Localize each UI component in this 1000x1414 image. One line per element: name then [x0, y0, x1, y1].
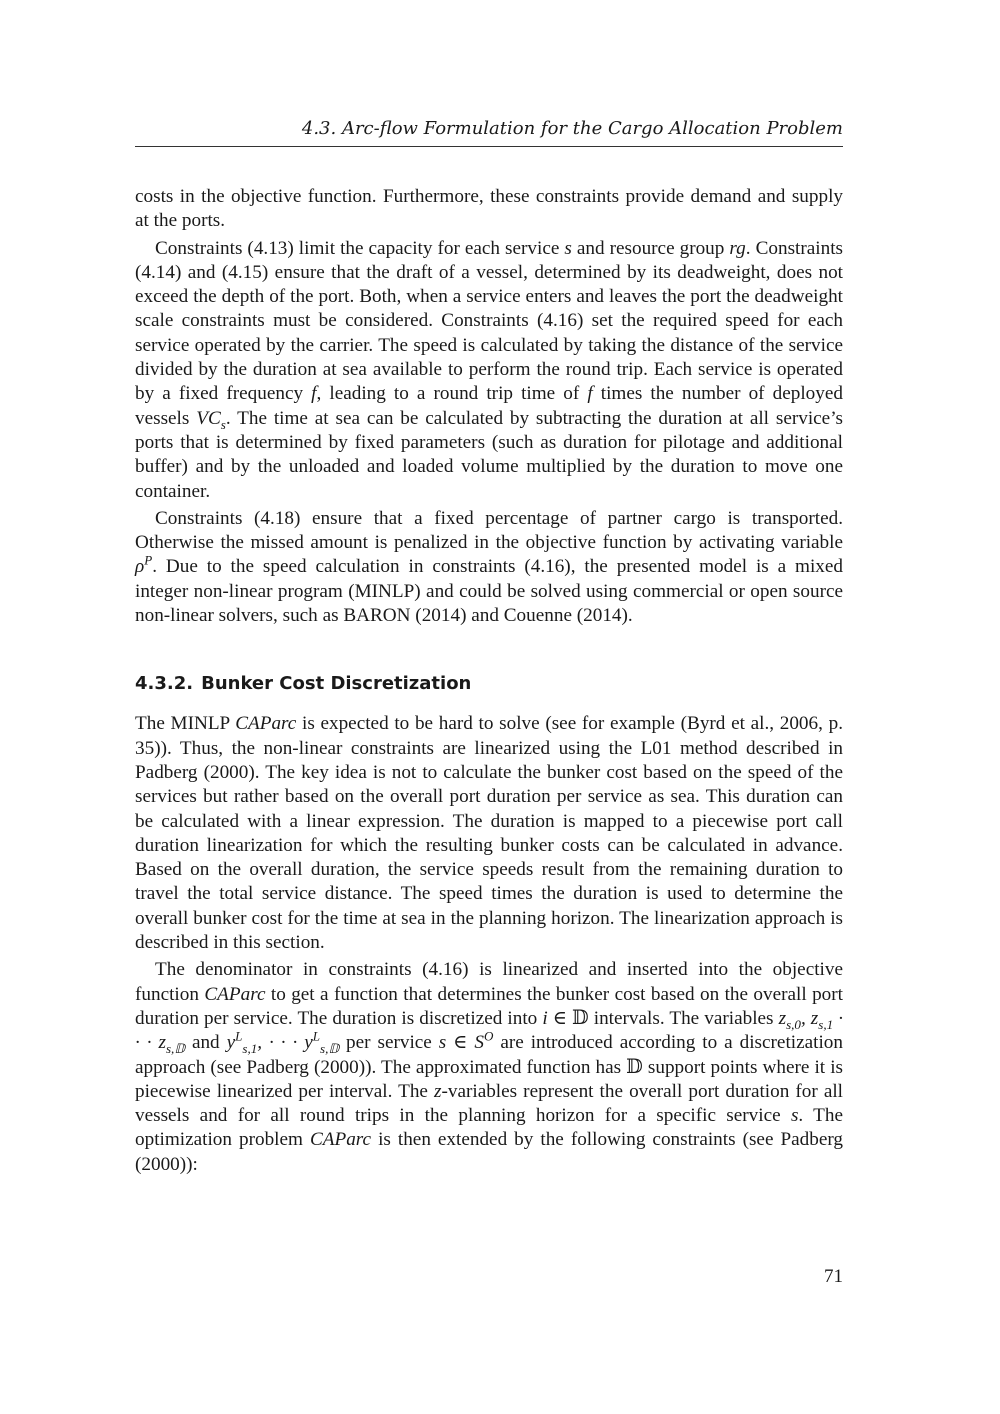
text-run: . The optimization problem: [135, 1105, 844, 1151]
paragraph-5: [135, 958, 843, 1177]
math-caparc: CAParc: [235, 713, 297, 735]
math-y: , · · · y: [257, 1032, 313, 1054]
math-y: y: [226, 1032, 236, 1054]
section-heading: [135, 672, 843, 696]
math-f: f: [311, 383, 317, 405]
text-run: The denominator in constraints (4.16) is linearized and inserted into the objective function: [135, 959, 843, 1005]
math-caparc: CAParc: [204, 983, 266, 1005]
math-subscript: s: [220, 416, 226, 432]
math-s: s: [790, 1105, 799, 1127]
paragraph-4: [135, 712, 843, 955]
math-subscript: s,𝔻: [320, 1041, 340, 1057]
text-run: Constraints (4.13) limit the capacity for each service: [155, 237, 565, 259]
math-superscript: O: [483, 1028, 494, 1044]
math-subscript: s,1: [242, 1041, 258, 1057]
text-run: -variables represent the overall port duration for all vessels and for all round trips in the planning horizon for a specific service: [135, 1080, 843, 1127]
math-vc: VC: [196, 407, 221, 429]
text-run: and resource group: [571, 237, 730, 259]
paragraph-2: [135, 237, 843, 504]
math-caparc: CAParc: [309, 1129, 372, 1151]
text-run: are introduced according to a discretization approach (see Padberg (2000)). The approximated function has 𝔻 support points where it is piecewise linearized per interval. The: [135, 1032, 843, 1102]
text-run: times the number of deployed vessels: [135, 383, 843, 429]
page-number: 71: [824, 1266, 843, 1287]
text-run: . Constraints (4.14) and (4.15) ensure that the draft of a vessel, determined by its deadweight, does not exceed the depth of the port. Both, when a service enters and leaves the port the deadweight scale constraints must be considered. Constraints (4.16) set the required speed for each service operated by the carrier. The speed is calculated by taking the distance of the service divided by the duration at sea available to perform the round trip. Each service is operated by a fixed frequency: [135, 237, 843, 405]
text-run: , leading to a round trip time of: [316, 383, 588, 405]
text-run: is then extended by the following constraints (see Padberg (2000)):: [135, 1129, 843, 1175]
text-run: intervals. The variables: [588, 1007, 779, 1029]
text-run: and: [185, 1032, 227, 1054]
math-f: f: [587, 383, 593, 405]
math-rg: rg: [729, 237, 746, 259]
math-subscript: s,𝔻: [165, 1041, 185, 1057]
text-run: Constraints (4.18) ensure that a fixed percentage of partner cargo is transported. Otherwise the missed amount is penalized in the objective function by activating variable: [135, 507, 843, 554]
running-head: 4.3. Arc-flow Formulation for the Cargo Allocation Problem: [301, 118, 843, 139]
body-text: [135, 185, 843, 1180]
text-run: to get a function that determines the bunker cost based on the overall port duration per service. The duration is discretized into: [135, 983, 843, 1029]
section-number: 4.3.2.: [135, 673, 194, 695]
math-i: i: [542, 1007, 548, 1029]
math-z: z: [778, 1007, 787, 1029]
math-subscript: s,1: [818, 1016, 834, 1032]
math-rho: ρ: [135, 556, 145, 578]
math-z: z: [434, 1080, 442, 1102]
text-run: . Due to the speed calculation in constraints (4.16), the presented model is a mixed integer non-linear program (MINLP) and could be solved using commercial or open source non-linear solvers, such as BARON (2014) and Couenne (2014).: [135, 556, 843, 627]
math-superscript: P: [144, 553, 153, 569]
paragraph-3: [135, 507, 843, 628]
section-title: Bunker Cost Discretization: [201, 673, 472, 695]
text-run: . The time at sea can be calculated by subtracting the duration at all service’s ports that is determined by fixed parameters (such as duration for pilotage and additional buffer) and by the unloaded and loaded volume multiplied by the duration to move one container.: [135, 407, 843, 502]
text-run: The MINLP: [135, 713, 236, 735]
math-in-D: ∈ 𝔻: [547, 1007, 589, 1029]
math-z: · · · z: [135, 1007, 844, 1054]
math-z: , z: [800, 1007, 819, 1029]
math-superscript: L: [312, 1028, 321, 1044]
math-s: s: [438, 1032, 447, 1054]
math-s: s: [564, 237, 572, 259]
math-superscript: L: [235, 1028, 243, 1044]
text-run: per service: [339, 1032, 439, 1054]
paragraph-1: costs in the objective function. Furthermore, these constraints provide demand and supply at the ports.: [135, 186, 843, 232]
header-rule: [135, 146, 843, 147]
text-run: is expected to be hard to solve (see for example (Byrd et al., 2006, p. 35)). Thus, the non-linear constraints are linearized using the L01 method described in Padberg (2000). The key idea is not to calculate the bunker cost based on the speed of the services but rather based on the overall port duration per service as sea. This duration can be calculated with a linear expression. The duration is mapped to a piecewise port call duration linearization for which the resulting bunker costs can be calculated in advance. Based on the overall duration, the service speeds result from the remaining duration to travel the total service distance. The speed times the duration is used to determine the overall bunker cost for the time at sea in the planning horizon. The linearization approach is described in this section.: [135, 713, 843, 954]
math-subscript: s,0: [786, 1016, 801, 1032]
math-in-S: ∈ S: [446, 1032, 484, 1054]
